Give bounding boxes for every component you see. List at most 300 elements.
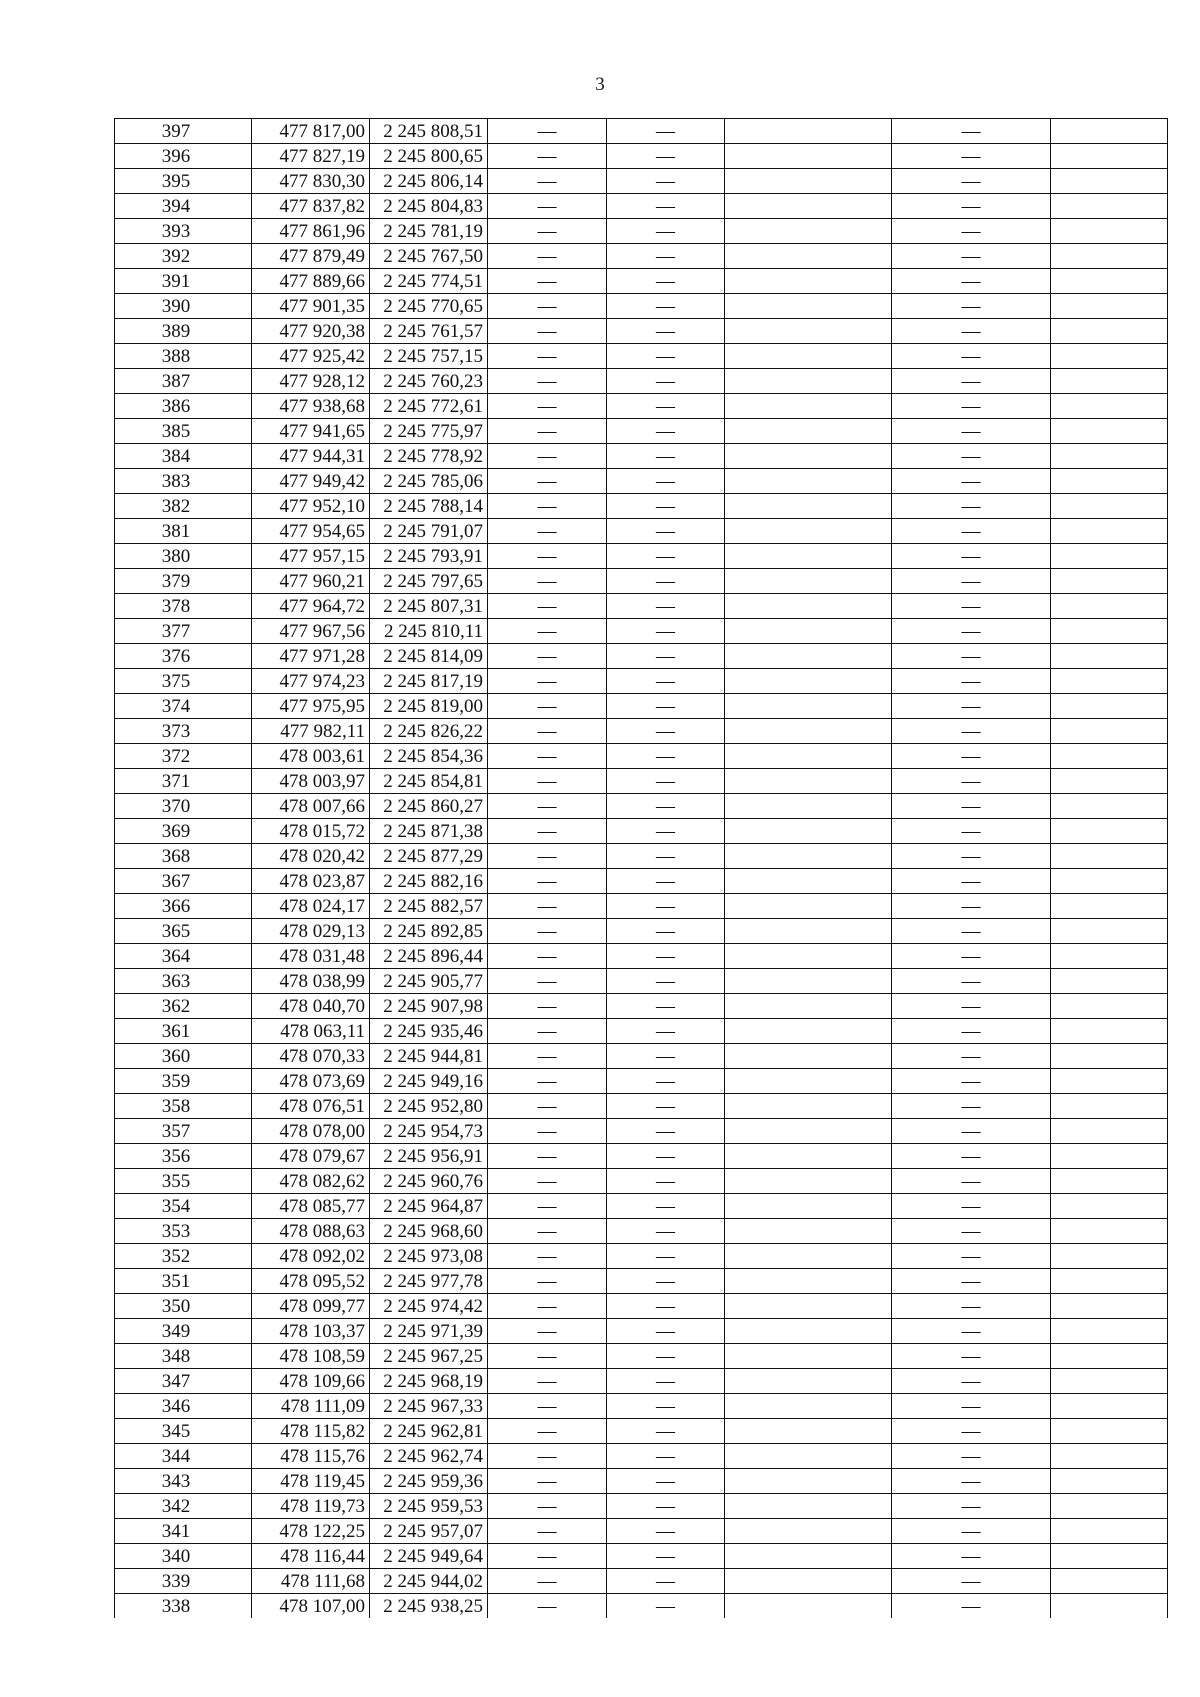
table-row — [115, 969, 1168, 994]
dash-cell: — — [607, 669, 725, 694]
table-row — [115, 1594, 1168, 1619]
table-row — [115, 1019, 1168, 1044]
empty-cell — [725, 1069, 892, 1094]
point-number-cell: 390 — [115, 294, 252, 319]
x-coordinate-cell: 478 029,13 — [252, 919, 370, 944]
table-row — [115, 1144, 1168, 1169]
x-coordinate-cell: 478 095,52 — [252, 1269, 370, 1294]
dash-cell: — — [488, 469, 607, 494]
dash-cell: — — [892, 1044, 1051, 1069]
dash-cell: — — [488, 1469, 607, 1494]
empty-cell — [725, 1144, 892, 1169]
point-number-cell: 366 — [115, 894, 252, 919]
empty-cell — [725, 1219, 892, 1244]
y-coordinate-cell: 2 245 770,65 — [370, 294, 488, 319]
y-coordinate-cell: 2 245 938,25 — [370, 1594, 488, 1619]
table-row — [115, 1094, 1168, 1119]
point-number-cell: 347 — [115, 1369, 252, 1394]
point-number-cell: 348 — [115, 1344, 252, 1369]
dash-cell: — — [892, 944, 1051, 969]
table-row — [115, 644, 1168, 669]
y-coordinate-cell: 2 245 814,09 — [370, 644, 488, 669]
empty-cell — [725, 994, 892, 1019]
dash-cell: — — [488, 1144, 607, 1169]
empty-cell — [725, 869, 892, 894]
dash-cell: — — [488, 1569, 607, 1594]
dash-cell: — — [892, 544, 1051, 569]
empty-cell — [1051, 1569, 1168, 1594]
dash-cell: — — [488, 794, 607, 819]
table-row — [115, 1119, 1168, 1144]
empty-cell — [725, 1469, 892, 1494]
point-number-cell: 351 — [115, 1269, 252, 1294]
empty-cell — [1051, 319, 1168, 344]
empty-cell — [1051, 994, 1168, 1019]
table-row — [115, 1494, 1168, 1519]
dash-cell: — — [488, 844, 607, 869]
dash-cell: — — [488, 969, 607, 994]
empty-cell — [725, 769, 892, 794]
x-coordinate-cell: 478 103,37 — [252, 1319, 370, 1344]
table-row — [115, 369, 1168, 394]
empty-cell — [725, 1269, 892, 1294]
dash-cell: — — [488, 769, 607, 794]
dash-cell: — — [892, 519, 1051, 544]
dash-cell: — — [607, 1244, 725, 1269]
dash-cell: — — [607, 594, 725, 619]
y-coordinate-cell: 2 245 949,16 — [370, 1069, 488, 1094]
empty-cell — [1051, 919, 1168, 944]
dash-cell: — — [892, 1219, 1051, 1244]
empty-cell — [725, 1594, 892, 1619]
dash-cell: — — [607, 1569, 725, 1594]
dash-cell: — — [607, 319, 725, 344]
table-row — [115, 1294, 1168, 1319]
empty-cell — [1051, 1069, 1168, 1094]
dash-cell: — — [607, 394, 725, 419]
empty-cell — [725, 544, 892, 569]
table-row — [115, 194, 1168, 219]
dash-cell: — — [892, 144, 1051, 169]
dash-cell: — — [488, 394, 607, 419]
table-row — [115, 544, 1168, 569]
empty-cell — [1051, 719, 1168, 744]
empty-cell — [725, 1019, 892, 1044]
empty-cell — [725, 1294, 892, 1319]
dash-cell: — — [607, 1019, 725, 1044]
y-coordinate-cell: 2 245 760,23 — [370, 369, 488, 394]
point-number-cell: 341 — [115, 1519, 252, 1544]
y-coordinate-cell: 2 245 971,39 — [370, 1319, 488, 1344]
dash-cell: — — [892, 1594, 1051, 1619]
y-coordinate-cell: 2 245 973,08 — [370, 1244, 488, 1269]
empty-cell — [725, 794, 892, 819]
point-number-cell: 386 — [115, 394, 252, 419]
point-number-cell: 374 — [115, 694, 252, 719]
empty-cell — [1051, 1019, 1168, 1044]
x-coordinate-cell: 477 975,95 — [252, 694, 370, 719]
empty-cell — [1051, 1519, 1168, 1544]
dash-cell: — — [892, 594, 1051, 619]
y-coordinate-cell: 2 245 957,07 — [370, 1519, 488, 1544]
x-coordinate-cell: 477 971,28 — [252, 644, 370, 669]
point-number-cell: 377 — [115, 619, 252, 644]
dash-cell: — — [607, 944, 725, 969]
dash-cell: — — [488, 594, 607, 619]
y-coordinate-cell: 2 245 968,60 — [370, 1219, 488, 1244]
point-number-cell: 364 — [115, 944, 252, 969]
table-row — [115, 1219, 1168, 1244]
table-row — [115, 169, 1168, 194]
empty-cell — [725, 519, 892, 544]
y-coordinate-cell: 2 245 974,42 — [370, 1294, 488, 1319]
table-row — [115, 1044, 1168, 1069]
dash-cell: — — [892, 669, 1051, 694]
empty-cell — [1051, 544, 1168, 569]
dash-cell: — — [488, 1344, 607, 1369]
dash-cell: — — [488, 1594, 607, 1619]
dash-cell: — — [892, 344, 1051, 369]
point-number-cell: 391 — [115, 269, 252, 294]
dash-cell: — — [607, 1344, 725, 1369]
x-coordinate-cell: 477 879,49 — [252, 244, 370, 269]
x-coordinate-cell: 477 920,38 — [252, 319, 370, 344]
x-coordinate-cell: 477 837,82 — [252, 194, 370, 219]
table-row — [115, 344, 1168, 369]
x-coordinate-cell: 478 007,66 — [252, 794, 370, 819]
empty-cell — [1051, 1044, 1168, 1069]
page-number: 3 — [595, 74, 605, 95]
dash-cell: — — [607, 1169, 725, 1194]
point-number-cell: 368 — [115, 844, 252, 869]
point-number-cell: 338 — [115, 1594, 252, 1619]
empty-cell — [1051, 1194, 1168, 1219]
table-row — [115, 1369, 1168, 1394]
empty-cell — [1051, 1594, 1168, 1619]
point-number-cell: 356 — [115, 1144, 252, 1169]
empty-cell — [725, 719, 892, 744]
empty-cell — [1051, 869, 1168, 894]
x-coordinate-cell: 478 040,70 — [252, 994, 370, 1019]
empty-cell — [725, 169, 892, 194]
table-row — [115, 1244, 1168, 1269]
dash-cell: — — [488, 1044, 607, 1069]
dash-cell: — — [488, 1319, 607, 1344]
x-coordinate-cell: 478 070,33 — [252, 1044, 370, 1069]
x-coordinate-cell: 477 967,56 — [252, 619, 370, 644]
empty-cell — [1051, 619, 1168, 644]
y-coordinate-cell: 2 245 952,80 — [370, 1094, 488, 1119]
dash-cell: — — [892, 794, 1051, 819]
dash-cell: — — [892, 694, 1051, 719]
point-number-cell: 387 — [115, 369, 252, 394]
empty-cell — [1051, 144, 1168, 169]
x-coordinate-cell: 478 119,73 — [252, 1494, 370, 1519]
dash-cell: — — [892, 1269, 1051, 1294]
dash-cell: — — [892, 869, 1051, 894]
dash-cell: — — [607, 819, 725, 844]
empty-cell — [1051, 219, 1168, 244]
x-coordinate-cell: 478 079,67 — [252, 1144, 370, 1169]
y-coordinate-cell: 2 245 964,87 — [370, 1194, 488, 1219]
dash-cell: — — [607, 269, 725, 294]
table-row — [115, 494, 1168, 519]
empty-cell — [1051, 1169, 1168, 1194]
x-coordinate-cell: 478 107,00 — [252, 1594, 370, 1619]
point-number-cell: 358 — [115, 1094, 252, 1119]
dash-cell: — — [607, 1094, 725, 1119]
empty-cell — [1051, 1494, 1168, 1519]
y-coordinate-cell: 2 245 882,16 — [370, 869, 488, 894]
y-coordinate-cell: 2 245 967,25 — [370, 1344, 488, 1369]
dash-cell: — — [607, 1594, 725, 1619]
dash-cell: — — [607, 1194, 725, 1219]
dash-cell: — — [488, 1444, 607, 1469]
point-number-cell: 340 — [115, 1544, 252, 1569]
dash-cell: — — [488, 1194, 607, 1219]
table-row — [115, 794, 1168, 819]
empty-cell — [1051, 1219, 1168, 1244]
x-coordinate-cell: 478 116,44 — [252, 1544, 370, 1569]
empty-cell — [1051, 844, 1168, 869]
y-coordinate-cell: 2 245 806,14 — [370, 169, 488, 194]
point-number-cell: 385 — [115, 419, 252, 444]
x-coordinate-cell: 478 082,62 — [252, 1169, 370, 1194]
dash-cell: — — [607, 644, 725, 669]
x-coordinate-cell: 478 076,51 — [252, 1094, 370, 1119]
point-number-cell: 350 — [115, 1294, 252, 1319]
empty-cell — [1051, 769, 1168, 794]
dash-cell: — — [488, 119, 607, 144]
x-coordinate-cell: 478 073,69 — [252, 1069, 370, 1094]
table-row — [115, 744, 1168, 769]
x-coordinate-cell: 478 003,97 — [252, 769, 370, 794]
dash-cell: — — [892, 1419, 1051, 1444]
empty-cell — [725, 969, 892, 994]
dash-cell: — — [488, 1369, 607, 1394]
table-row — [115, 994, 1168, 1019]
x-coordinate-cell: 477 974,23 — [252, 669, 370, 694]
dash-cell: — — [892, 1069, 1051, 1094]
empty-cell — [1051, 1144, 1168, 1169]
y-coordinate-cell: 2 245 935,46 — [370, 1019, 488, 1044]
dash-cell: — — [488, 669, 607, 694]
empty-cell — [1051, 744, 1168, 769]
dash-cell: — — [607, 219, 725, 244]
empty-cell — [1051, 444, 1168, 469]
dash-cell: — — [488, 1419, 607, 1444]
point-number-cell: 365 — [115, 919, 252, 944]
point-number-cell: 353 — [115, 1219, 252, 1244]
empty-cell — [725, 1094, 892, 1119]
table-row — [115, 669, 1168, 694]
empty-cell — [725, 1494, 892, 1519]
dash-cell: — — [488, 519, 607, 544]
dash-cell: — — [892, 369, 1051, 394]
empty-cell — [725, 894, 892, 919]
dash-cell: — — [607, 969, 725, 994]
dash-cell: — — [892, 1169, 1051, 1194]
point-number-cell: 342 — [115, 1494, 252, 1519]
x-coordinate-cell: 478 122,25 — [252, 1519, 370, 1544]
dash-cell: — — [607, 569, 725, 594]
dash-cell: — — [488, 1544, 607, 1569]
empty-cell — [1051, 1244, 1168, 1269]
empty-cell — [1051, 1444, 1168, 1469]
y-coordinate-cell: 2 245 767,50 — [370, 244, 488, 269]
point-number-cell: 384 — [115, 444, 252, 469]
dash-cell: — — [892, 1494, 1051, 1519]
dash-cell: — — [488, 1244, 607, 1269]
table-row — [115, 469, 1168, 494]
dash-cell: — — [607, 994, 725, 1019]
table-row — [115, 244, 1168, 269]
dash-cell: — — [892, 1244, 1051, 1269]
empty-cell — [1051, 894, 1168, 919]
dash-cell: — — [607, 1494, 725, 1519]
dash-cell: — — [892, 1194, 1051, 1219]
empty-cell — [1051, 669, 1168, 694]
x-coordinate-cell: 477 817,00 — [252, 119, 370, 144]
x-coordinate-cell: 478 109,66 — [252, 1369, 370, 1394]
empty-cell — [1051, 644, 1168, 669]
table-row — [115, 1419, 1168, 1444]
y-coordinate-cell: 2 245 810,11 — [370, 619, 488, 644]
dash-cell: — — [607, 1394, 725, 1419]
y-coordinate-cell: 2 245 860,27 — [370, 794, 488, 819]
x-coordinate-cell: 477 827,19 — [252, 144, 370, 169]
x-coordinate-cell: 478 024,17 — [252, 894, 370, 919]
dash-cell: — — [892, 1469, 1051, 1494]
dash-cell: — — [488, 1494, 607, 1519]
y-coordinate-cell: 2 245 977,78 — [370, 1269, 488, 1294]
dash-cell: — — [607, 119, 725, 144]
y-coordinate-cell: 2 245 896,44 — [370, 944, 488, 969]
dash-cell: — — [607, 344, 725, 369]
empty-cell — [1051, 344, 1168, 369]
table-row — [115, 1069, 1168, 1094]
empty-cell — [1051, 569, 1168, 594]
dash-cell: — — [892, 1394, 1051, 1419]
dash-cell: — — [607, 294, 725, 319]
dash-cell: — — [488, 719, 607, 744]
x-coordinate-cell: 478 031,48 — [252, 944, 370, 969]
table-row — [115, 944, 1168, 969]
y-coordinate-cell: 2 245 761,57 — [370, 319, 488, 344]
empty-cell — [725, 294, 892, 319]
empty-cell — [1051, 819, 1168, 844]
table-row — [115, 1544, 1168, 1569]
dash-cell: — — [607, 494, 725, 519]
dash-cell: — — [488, 1094, 607, 1119]
y-coordinate-cell: 2 245 944,81 — [370, 1044, 488, 1069]
y-coordinate-cell: 2 245 854,36 — [370, 744, 488, 769]
dash-cell: — — [892, 444, 1051, 469]
dash-cell: — — [892, 919, 1051, 944]
y-coordinate-cell: 2 245 877,29 — [370, 844, 488, 869]
dash-cell: — — [607, 1044, 725, 1069]
dash-cell: — — [488, 194, 607, 219]
dash-cell: — — [892, 1094, 1051, 1119]
y-coordinate-cell: 2 245 785,06 — [370, 469, 488, 494]
point-number-cell: 361 — [115, 1019, 252, 1044]
empty-cell — [1051, 1469, 1168, 1494]
dash-cell: — — [607, 894, 725, 919]
y-coordinate-cell: 2 245 954,73 — [370, 1119, 488, 1144]
dash-cell: — — [488, 144, 607, 169]
y-coordinate-cell: 2 245 772,61 — [370, 394, 488, 419]
dash-cell: — — [488, 994, 607, 1019]
dash-cell: — — [488, 744, 607, 769]
y-coordinate-cell: 2 245 807,31 — [370, 594, 488, 619]
dash-cell: — — [607, 169, 725, 194]
x-coordinate-cell: 478 092,02 — [252, 1244, 370, 1269]
coordinates-table-body — [115, 119, 1168, 1619]
x-coordinate-cell: 477 928,12 — [252, 369, 370, 394]
empty-cell — [1051, 1344, 1168, 1369]
empty-cell — [725, 1394, 892, 1419]
y-coordinate-cell: 2 245 959,36 — [370, 1469, 488, 1494]
empty-cell — [1051, 119, 1168, 144]
y-coordinate-cell: 2 245 775,97 — [370, 419, 488, 444]
empty-cell — [725, 1444, 892, 1469]
dash-cell: — — [892, 1019, 1051, 1044]
y-coordinate-cell: 2 245 968,19 — [370, 1369, 488, 1394]
dash-cell: — — [488, 269, 607, 294]
dash-cell: — — [607, 369, 725, 394]
empty-cell — [1051, 294, 1168, 319]
table-row — [115, 444, 1168, 469]
dash-cell: — — [607, 769, 725, 794]
empty-cell — [1051, 1319, 1168, 1344]
y-coordinate-cell: 2 245 907,98 — [370, 994, 488, 1019]
y-coordinate-cell: 2 245 774,51 — [370, 269, 488, 294]
table-row — [115, 894, 1168, 919]
dash-cell: — — [607, 869, 725, 894]
dash-cell: — — [488, 444, 607, 469]
empty-cell — [1051, 169, 1168, 194]
empty-cell — [725, 244, 892, 269]
table-row — [115, 1194, 1168, 1219]
dash-cell: — — [488, 319, 607, 344]
point-number-cell: 388 — [115, 344, 252, 369]
point-number-cell: 359 — [115, 1069, 252, 1094]
x-coordinate-cell: 477 964,72 — [252, 594, 370, 619]
point-number-cell: 392 — [115, 244, 252, 269]
dash-cell: — — [488, 919, 607, 944]
dash-cell: — — [607, 1369, 725, 1394]
empty-cell — [1051, 394, 1168, 419]
empty-cell — [725, 494, 892, 519]
empty-cell — [725, 1569, 892, 1594]
dash-cell: — — [892, 1294, 1051, 1319]
point-number-cell: 378 — [115, 594, 252, 619]
empty-cell — [725, 219, 892, 244]
empty-cell — [725, 444, 892, 469]
point-number-cell: 357 — [115, 1119, 252, 1144]
y-coordinate-cell: 2 245 804,83 — [370, 194, 488, 219]
dash-cell: — — [488, 1019, 607, 1044]
dash-cell: — — [892, 769, 1051, 794]
dash-cell: — — [607, 919, 725, 944]
point-number-cell: 393 — [115, 219, 252, 244]
empty-cell — [725, 1169, 892, 1194]
x-coordinate-cell: 477 949,42 — [252, 469, 370, 494]
empty-cell — [1051, 1544, 1168, 1569]
table-row — [115, 619, 1168, 644]
table-row — [115, 1344, 1168, 1369]
y-coordinate-cell: 2 245 967,33 — [370, 1394, 488, 1419]
